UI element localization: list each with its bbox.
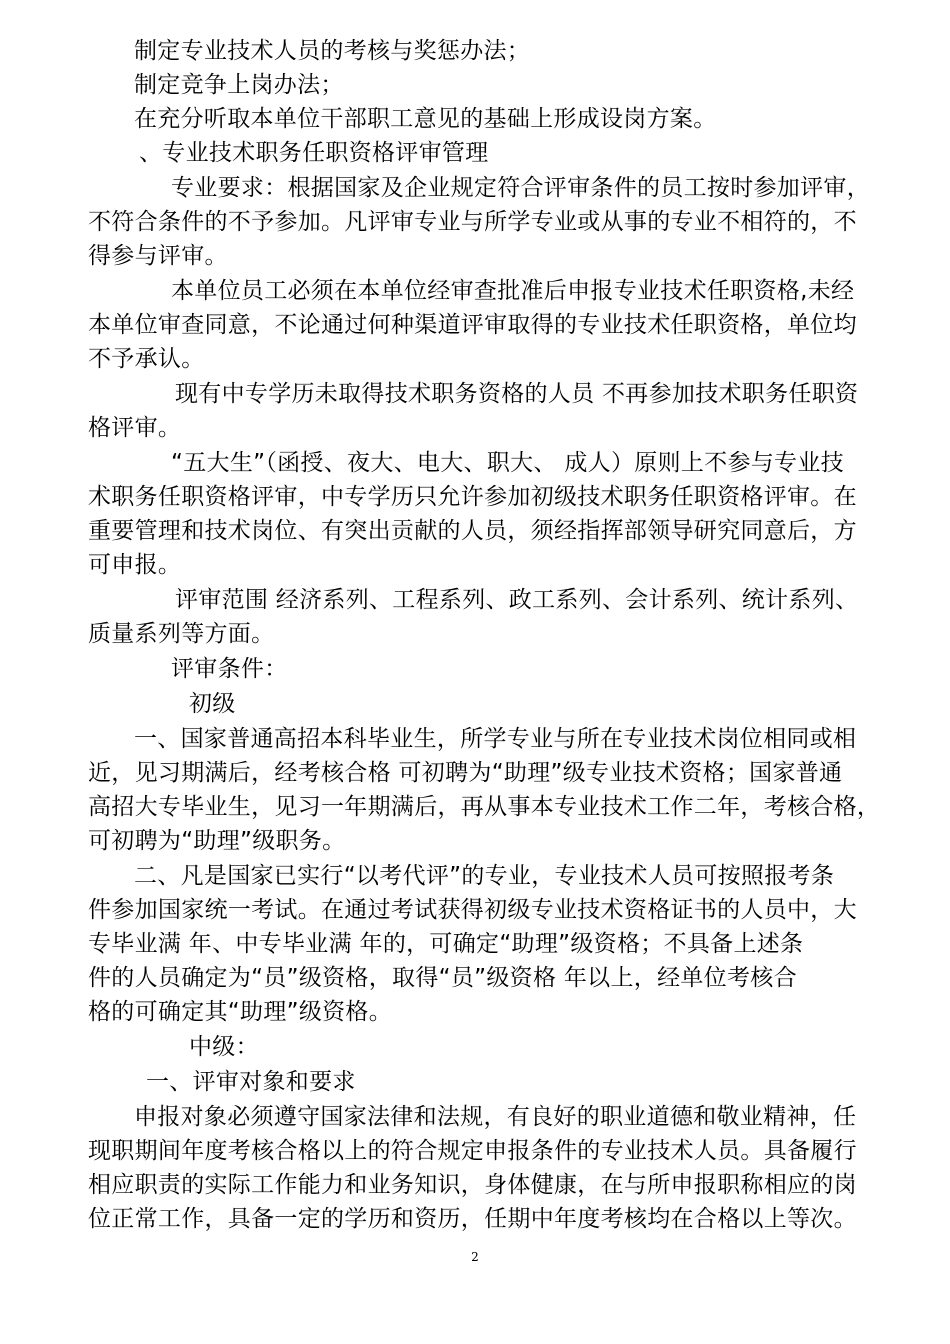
text-line: 初级 [189,691,236,717]
text-line: 件参加国家统一考试。在通过考试获得初级专业技术资格证书的人员中，大 [88,897,857,923]
text-line: 不予承认。 [88,346,205,372]
text-line: 评审范围 经济系列、工程系列、政工系列、会计系列、统计系列、 [175,587,859,613]
text-line: 相应职责的实际工作能力和业务知识，身体健康，在与所申报职称相应的岗 [88,1172,857,1198]
text-line: 一、评审对象和要求 [146,1069,356,1095]
text-line: 位正常工作，具备一定的学历和资历，任期中年度考核均在合格以上等次。 [88,1206,857,1232]
text-line: 近，见习期满后，经考核合格 可初聘为“助理”级专业技术资格；国家普通 [88,760,843,786]
text-line: 术职务任职资格评审，中专学历只允许参加初级技术职务任职资格评审。在 [88,484,857,510]
document-body [88,34,888,1236]
text-line: 本单位审查同意，不论通过何种渠道评审取得的专业技术任职资格，单位均 [88,312,857,338]
text-line: 专毕业满 年、中专毕业满 年的，可确定“助理”级资格；不具备上述条 [88,931,804,957]
text-line: 重要管理和技术岗位、有突出贡献的人员，须经指挥部领导研究同意后，方 [88,518,857,544]
text-line: 不符合条件的不予参加。凡评审专业与所学专业或从事的专业不相符的，不 [88,209,857,235]
text-line: 件的人员确定为“员”级资格，取得“员”级资格 年以上，经单位考核合 [88,965,797,991]
text-line: 质量系列等方面。 [88,621,275,647]
text-line: 评审条件： [171,656,288,682]
text-line: 二、凡是国家已实行“以考代评”的专业，专业技术人员可按照报考条 [134,863,835,889]
text-line: 格评审。 [88,415,182,441]
text-line: 制定竞争上岗办法； [134,72,344,98]
text-line: 可初聘为“助理”级职务。 [88,828,346,854]
text-line: 现职期间年度考核合格以上的符合规定申报条件的专业技术人员。具备履行 [88,1138,857,1164]
text-line: 、专业技术职务任职资格评审管理 [139,140,489,166]
text-line: 得参与评审。 [88,243,228,269]
text-line: 在充分听取本单位干部职工意见的基础上形成设岗方案。 [134,106,717,132]
text-line: 申报对象必须遵守国家法律和法规，有良好的职业道德和敬业精神，任 [134,1104,857,1130]
text-line: 一、国家普通高招本科毕业生，所学专业与所在专业技术岗位相同或相 [134,726,857,752]
text-line: “五大生”（函授、夜大、电大、职大、 成人）原则上不参与专业技 [171,450,844,476]
text-line: 高招大专毕业生，见习一年期满后，再从事本专业技术工作二年，考核合格， [88,794,881,820]
text-line: 本单位员工必须在本单位经审查批准后申报专业技术任职资格,未经 [171,278,855,304]
text-line: 制定专业技术人员的考核与奖惩办法； [134,38,531,64]
text-line: 专业要求：根据国家及企业规定符合评审条件的员工按时参加评审， [171,175,870,201]
page-number: 2 [471,1250,479,1264]
text-line: 可申报。 [88,552,182,578]
text-line: 现有中专学历未取得技术职务资格的人员 不再参加技术职务任职资 [175,381,859,407]
text-line: 中级： [189,1034,259,1060]
text-line: 格的可确定其“助理”级资格。 [88,999,393,1025]
